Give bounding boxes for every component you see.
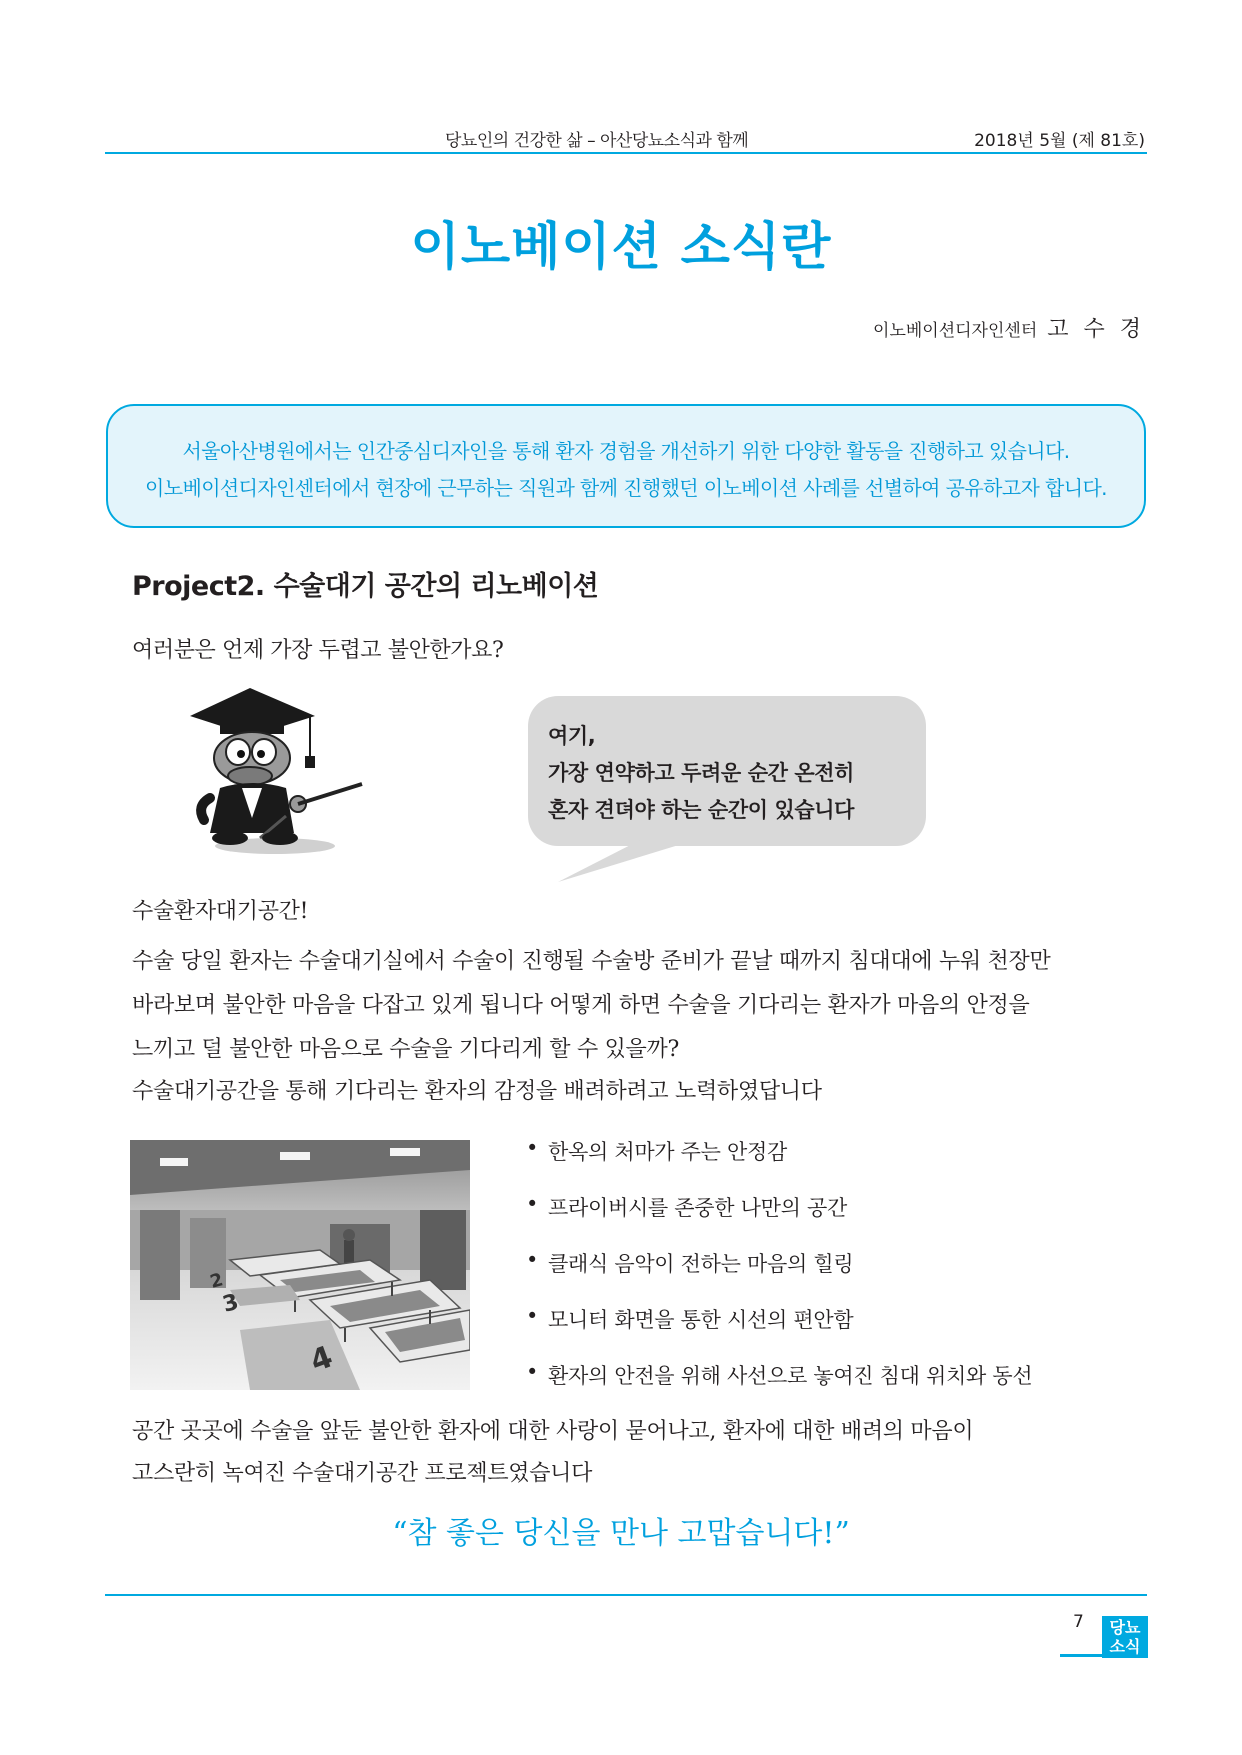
lead-question: 여러분은 언제 가장 두렵고 불안한가요? <box>132 638 504 663</box>
intro-line: 이노베이션디자인센터에서 현장에 근무하는 직원과 함께 진행했던 이노베이션 사례를 선별하여 공유하고자 합니다. <box>145 476 1107 500</box>
page-title: 이노베이션 소식란 <box>410 218 832 277</box>
footer-rule <box>105 1594 1147 1596</box>
body-line: 고스란히 녹여진 수술대기공간 프로젝트였습니다 <box>132 1461 593 1486</box>
intro-line: 서울아산병원에서는 인간중심디자인을 통해 환자 경험을 개선하기 위한 다양한 활동을 진행하고 있습니다. <box>182 439 1070 463</box>
bullet-icon: • <box>526 1304 539 1328</box>
list-item: • 모니터 화면을 통한 시선의 편안함 <box>526 1304 854 1332</box>
body-line: 바라보며 불안한 마음을 다잡고 있게 됩니다 어떻게 하면 수술을 기다리는 환자가 마음의 안정을 <box>132 993 1030 1018</box>
bubble-line: 여기, <box>548 724 596 748</box>
body-line: 공간 곳곳에 수술을 앞둔 불안한 환자에 대한 사랑이 묻어나고, 환자에 대한 배려의 마음이 <box>132 1419 974 1444</box>
list-item: • 프라이버시를 존중한 나만의 공간 <box>526 1192 847 1220</box>
bullet-icon: • <box>526 1136 539 1160</box>
floor-number: 3 <box>220 1289 242 1318</box>
project-heading: Project2. 수술대기 공간의 리노베이션 <box>132 571 599 602</box>
feature-list <box>526 1136 1032 1416</box>
page-number: 7 <box>1073 1612 1084 1632</box>
speech-bubble-text <box>548 718 854 829</box>
body-line: 수술 당일 환자는 수술대기실에서 수술이 진행될 수술방 준비가 끝날 때까지 침대대에 누워 천장만 <box>132 949 1051 974</box>
body-line: 수술대기공간을 통해 기다리는 환자의 감정을 배려하려고 노력하였답니다 <box>132 1079 822 1104</box>
bullet-icon: • <box>526 1192 539 1216</box>
badge-line: 소식 <box>1109 1637 1141 1656</box>
badge-line: 당뇨 <box>1109 1618 1141 1637</box>
waiting-ward-photo <box>130 1140 470 1390</box>
floor-number: 2 <box>207 1269 226 1293</box>
running-header-title: 당뇨인의 건강한 삶 – 아산당뇨소식과 함께 <box>445 131 749 151</box>
waiting-area-heading: 수술환자대기공간! <box>132 899 309 924</box>
bullet-icon: • <box>526 1360 539 1384</box>
list-item: • 클래식 음악이 전하는 마음의 힐링 <box>526 1248 854 1276</box>
list-item: • 환자의 안전을 위해 사선으로 놓여진 침대 위치와 동선 <box>526 1360 1033 1388</box>
closing-quote: “참 좋은 당신을 만나 고맙습니다!” <box>392 1516 850 1551</box>
list-item: • 한옥의 처마가 주는 안정감 <box>526 1136 787 1164</box>
byline-author: 고 수 경 <box>1047 317 1145 342</box>
bubble-line: 혼자 견뎌야 하는 순간이 있습니다 <box>548 798 855 822</box>
intro-box <box>106 404 1146 528</box>
issue-date: 2018년 5월 (제 81호) <box>974 131 1145 151</box>
bullet-icon: • <box>526 1248 539 1272</box>
byline-organization: 이노베이션디자인센터 <box>873 321 1038 341</box>
page-number-underline <box>1060 1654 1102 1657</box>
header-rule <box>105 152 1147 154</box>
newsletter-badge <box>1102 1616 1148 1658</box>
floor-number: 4 <box>305 1339 338 1380</box>
byline <box>873 312 1145 343</box>
graduate-mascot-illustration <box>190 688 370 858</box>
body-line: 느끼고 덜 불안한 마음으로 수술을 기다리게 할 수 있을까? <box>132 1037 679 1062</box>
bubble-line: 가장 연약하고 두려운 순간 온전히 <box>548 761 855 785</box>
